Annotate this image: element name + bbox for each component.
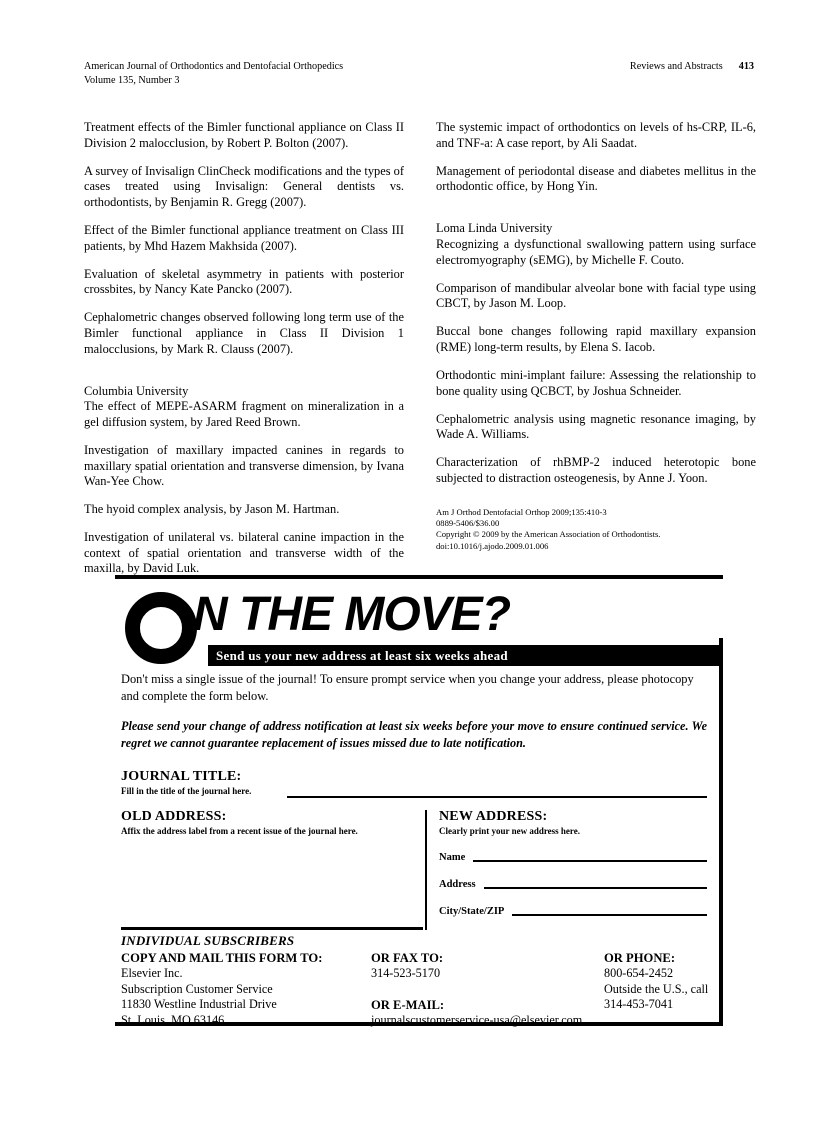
citation-line: Copyright © 2009 by the American Association of Orthodontists. [436,529,661,540]
address-column-divider [425,810,427,930]
journal-name: American Journal of Orthodontics and Dentofacial Orthopedics [84,61,344,72]
old-address-field[interactable] [121,808,416,837]
ad-body [121,671,707,933]
phone-line: 314-453-7041 [604,997,674,1011]
abstract-entry: Evaluation of skeletal asymmetry in patients with posterior crossbites, by Nancy Kate Pancko (2007). [84,266,404,297]
school-group [436,221,756,268]
fax-email-spacer [371,982,601,998]
school-heading: Columbia University [84,383,189,398]
new-address-hint: Clearly print your new address here. [439,826,580,836]
mail-line: 11830 Westline Industrial Drive [121,997,277,1011]
abstract-entry: Treatment effects of the Bimler functional appliance on Class II Division 2 malocclusion, by Robert P. Bolton (2007). [84,120,404,150]
abstract-entry: Cephalometric changes observed following long term use of the Bimler functional appliance in Class II Division 1 malocclusions, by Mark R. Clauss (2007). [84,310,404,356]
section-label: Reviews and Abstracts [629,61,723,72]
new-address-field[interactable] [439,808,707,918]
new-address-label: NEW ADDRESS: [439,809,548,824]
change-of-address-advertisement [115,575,723,1025]
citation-block [436,507,756,553]
citation-line: Am J Orthod Dentofacial Orthop 2009;135:410-3 [436,506,607,517]
article-columns [84,120,756,590]
school-heading: Loma Linda University [436,221,553,236]
old-address-hint: Affix the address label from a recent issue of the journal here. [121,826,358,836]
running-head-right [630,60,754,74]
abstract-entry: Recognizing a dysfunctional swallowing pattern using surface electromyography (sEMG), by Michelle F. Couto. [436,236,756,267]
page-number: 413 [738,61,754,72]
running-head-left [84,60,343,88]
journal-title-field[interactable] [121,768,707,802]
address-field-row[interactable] [439,879,707,891]
phone-line: 800-654-2452 [604,966,674,980]
fax-email-column [371,950,601,1029]
name-field-rule[interactable] [473,860,707,862]
mail-column [121,950,371,1028]
phone-column [604,950,734,1013]
journal-title-label: JOURNAL TITLE: [121,769,242,784]
abstract-entry: Characterization of rhBMP-2 induced heterotopic bone subjected to distraction osteogenesis, by Anne J. Yoon. [436,455,756,485]
city-state-zip-field-rule[interactable] [512,914,707,916]
journal-title-hint: Fill in the title of the journal here. [121,786,252,796]
volume-issue: Volume 135, Number 3 [84,75,180,86]
headline-o-ring-icon [125,592,197,664]
name-field-label: Name [439,852,466,863]
address-field-label: Address [439,879,476,890]
old-address-label: OLD ADDRESS: [121,809,227,824]
left-column [84,120,404,590]
email-heading: OR E-MAIL: [371,998,445,1012]
name-field-row[interactable] [439,852,707,864]
abstract-entry: The systemic impact of orthodontics on levels of hs-CRP, IL-6, and TNF-a: A case report, by Ali Saadat. [436,120,756,150]
school-group [84,384,404,431]
mail-line: Subscription Customer Service [121,981,273,996]
abstract-entry: The effect of MEPE-ASARM fragment on mineralization in a gel diffusion system, by Jared Reed Brown. [84,399,404,429]
city-state-zip-field-label: City/State/ZIP [439,906,505,917]
ad-notice-paragraph: Please send your change of address notification at least six weeks before your move to ensure continued service. We regret we cannot guarantee replacement of issues missed due to late notification. [121,719,707,750]
abstract-entry: Cephalometric analysis using magnetic resonance imaging, by Wade A. Williams. [436,411,756,442]
subscribers-title: INDIVIDUAL SUBSCRIBERS [121,933,295,948]
phone-heading: OR PHONE: [604,951,676,965]
fax-heading: OR FAX TO: [371,951,444,965]
abstract-entry: Management of periodontal disease and diabetes mellitus in the orthodontic office, by Hong Yin. [436,163,756,194]
city-state-zip-field-row[interactable] [439,906,707,918]
abstract-entry: Orthodontic mini-implant failure: Assessing the relationship to bone quality using QCBCT, by Joshua Schneider. [436,368,756,398]
abstract-entry: Investigation of maxillary impacted canines in regards to maxillary spatial orientation and transverse dimension, by Ivana Wan-Yee Chow. [84,442,404,489]
abstract-entry: Buccal bone changes following rapid maxillary expansion (RME) long-term results, by Elena S. Iacob. [436,324,756,354]
headline-text: N THE MOVE? [193,588,511,641]
journal-title-input-rule[interactable] [287,796,707,798]
running-head [84,60,754,88]
citation-line: 0889-5406/$36.00 [436,518,500,528]
abstract-entry: Investigation of unilateral vs. bilateral canine impaction in the context of spatial orientation and transverse width of the maxilla, by David Luk. [84,530,404,576]
abstract-entry: A survey of Invisalign ClinCheck modifications and the types of cases treated using Invisalign: General dentists vs. orthodontists, by Benjamin R. Gregg (2007). [84,163,404,209]
address-section [121,808,707,933]
ad-headline [119,583,719,663]
subscribers-section [121,933,711,1032]
section-spacer [84,370,404,384]
abstract-entry: Comparison of mandibular alveolar bone with facial type using CBCT, by Jason M. Loop. [436,280,756,311]
abstract-entry: Effect of the Bimler functional appliance treatment on Class III patients, by Mhd Hazem Makhsida (2007). [84,222,404,253]
address-field-rule[interactable] [484,887,707,889]
mail-heading: COPY AND MAIL THIS FORM TO: [121,951,323,965]
phone-line: Outside the U.S., call [604,981,709,996]
ad-top-rule [115,575,723,579]
fax-number: 314-523-5170 [371,966,441,980]
mail-line: St. Louis, MO 63146 [121,1012,225,1027]
citation-line: doi:10.1016/j.ajodo.2009.01.006 [436,540,549,551]
subscribers-divider-rule [121,927,423,930]
right-column [436,120,756,590]
abstract-entry: The hyoid complex analysis, by Jason M. Hartman. [84,502,340,517]
ad-intro-paragraph: Don't miss a single issue of the journal! To ensure prompt service when you change your address, please photocopy and complete the form below. [121,672,694,703]
ad-banner-text: Send us your new address at least six weeks ahead [208,645,723,666]
mail-line: Elsevier Inc. [121,966,183,980]
section-spacer [436,207,756,221]
subscribers-columns [121,950,711,1032]
email-address[interactable]: journalscustomerservice-usa@elsevier.com [371,1013,583,1027]
